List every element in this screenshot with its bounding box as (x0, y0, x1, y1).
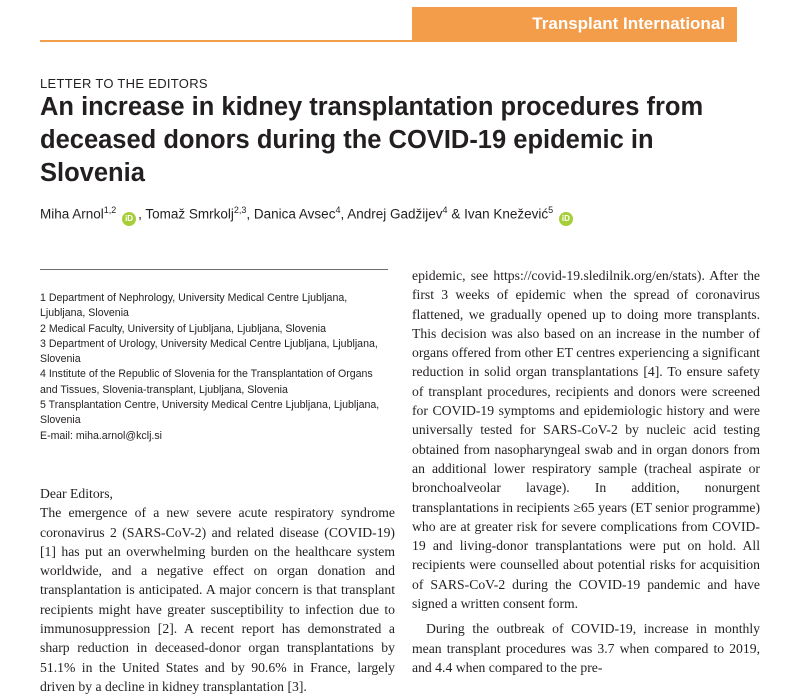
author-separator: , (340, 206, 348, 222)
body-paragraph-1: The emergence of a new severe acute respiratory syndrome coronavirus 2 (SARS-CoV-2) and related disease (COVID-19) [1] has put an overwhelming burden on the healthcare system worldwide, and a negative effect on organ donation and transplantation is anticipated. A major concern is that transplant recipients might have greater susceptibility to infection due to immunosuppression [2]. A recent report has demonstrated a sharp reduction in deceased-donor organ transplantations by 51.1% in the United States and by 90.6% in France, largely driven by a decline in kidney transplantation [3]. (40, 505, 395, 694)
author-list (40, 205, 575, 226)
affiliation-item: 4 Institute of the Republic of Slovenia for the Transplantation of Organs and Tissues, Slovenia-transplant, Ljubljana, Slovenia (40, 368, 373, 396)
contact-email[interactable]: E-mail: miha.arnol@kclj.si (40, 429, 163, 442)
header-rule (40, 40, 737, 42)
author-name: Miha Arnol (40, 206, 104, 222)
author-name: Danica Avsec (253, 206, 336, 222)
author-name: Ivan Knežević (464, 206, 549, 222)
body-paragraph-2: epidemic, see https://covid-19.sledilnik.org/en/stats). After the first 3 weeks of epidemic when the spread of coronavirus flattened, we gradually opened up to doing more transplants. This decision was also based on an increase in the number of organs offered from other ET centres experiencing a significant reduction in solid organ transplantations [4]. To ensure safety of transplant procedures, recipients and donors were screened for COVID-19 symptoms and epidemiologic history and were universally tested for SARS-CoV-2 by nucleic acid testing obtained from nasopharyngeal swab and in organ donors from an additional lower respiratory sample (tracheal aspirate or bronchoalveolar lavage). In addition, nonurgent transplantations in recipients ≥65 years (ET senior programme) who are at greater risk for severe complications from COVID-19 and living-donor transplantations were put on hold. All recipients were counselled about potential risks for acquisition of SARS-CoV-2 during the COVID-19 pandemic and have signed a written consent form. (412, 268, 760, 612)
author-affiliation-marker: 4 (335, 205, 341, 215)
salutation: Dear Editors, (40, 486, 113, 501)
affiliation-item: 2 Medical Faculty, University of Ljubljana, Ljubljana, Slovenia (40, 322, 326, 335)
author-affiliation-marker: 1,2 (103, 205, 117, 215)
author-separator: , (246, 206, 254, 222)
affiliation-item: 3 Department of Urology, University Medical Centre Ljubljana, Ljubljana, Slovenia (40, 337, 378, 366)
right-column (412, 266, 760, 677)
journal-name: Transplant International (412, 7, 737, 40)
article-title: An increase in kidney transplantation procedures from deceased donors during the COVID-19 epidemic in Slovenia (40, 93, 704, 187)
affiliation-item: 5 Transplantation Centre, University Medical Centre Ljubljana, Ljubljana, Slovenia (40, 399, 380, 427)
author-affiliation-marker: 4 (442, 205, 448, 215)
affiliation-divider (40, 269, 388, 270)
left-column (40, 484, 395, 696)
author-name: Andrej Gadžijev (347, 206, 443, 222)
orcid-icon[interactable]: iD (559, 212, 573, 226)
affiliations (40, 291, 390, 444)
author-affiliation-marker: 5 (548, 205, 554, 215)
author-affiliation-marker: 2,3 (233, 205, 247, 215)
author-separator: & (447, 206, 465, 222)
body-paragraph-3: During the outbreak of COVID-19, increase in monthly mean transplant procedures was 3.7 when compared to 2019, and 4.4 when compared to the pre- (412, 621, 760, 675)
author-separator: , (138, 206, 146, 222)
orcid-icon[interactable]: iD (122, 212, 136, 226)
section-label: LETTER TO THE EDITORS (40, 76, 208, 91)
journal-header (0, 0, 800, 52)
affiliation-item: 1 Department of Nephrology, University Medical Centre Ljubljana, Ljubljana, Slovenia (40, 292, 348, 320)
author-name: Tomaž Smrkolj (145, 206, 234, 222)
